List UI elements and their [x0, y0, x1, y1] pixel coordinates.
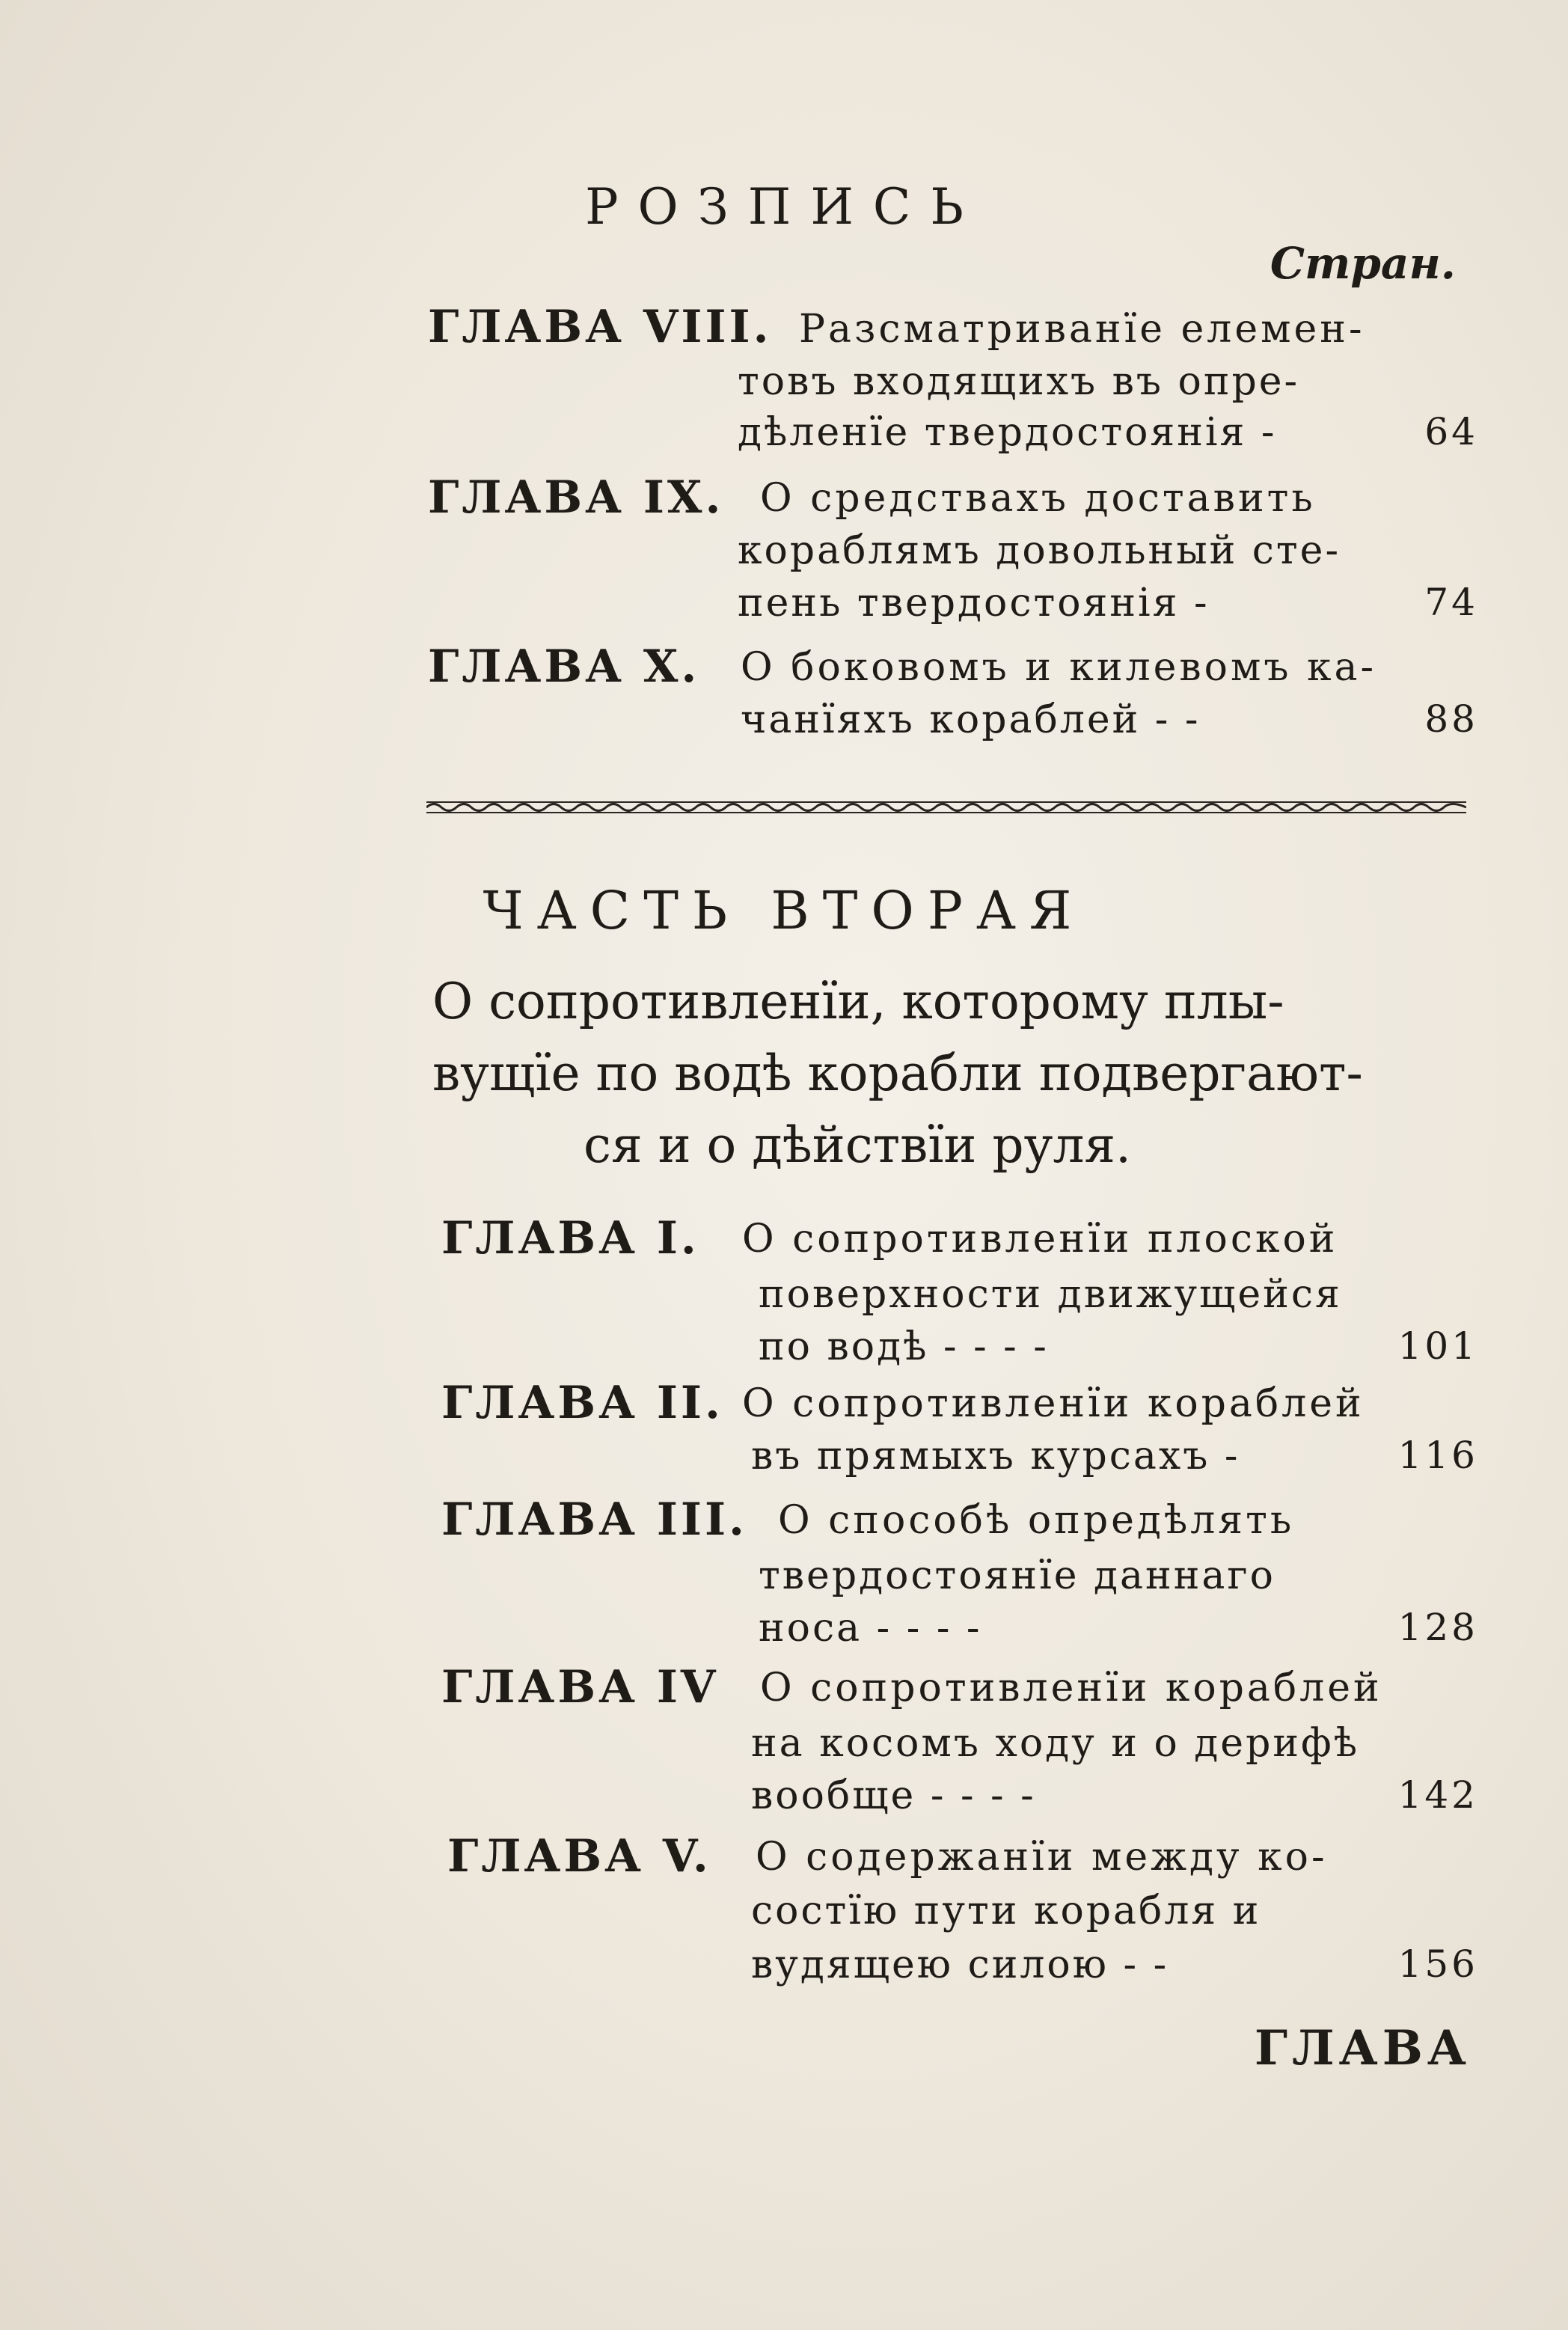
ornamental-rule — [426, 799, 1466, 816]
page-heading: РОЗПИСЬ — [585, 178, 983, 236]
chapter-title-line: О сопротивленїи кораблей — [742, 1381, 1365, 1426]
chapter-title-line: О сопротивленїи кораблей — [760, 1666, 1382, 1710]
chapter-title-line: чанїяхъ кораблей - - — [741, 697, 1201, 742]
chapter-title-line: поверхности движущейся — [759, 1272, 1342, 1317]
chapter-label: ГЛАВА V. — [447, 1830, 711, 1883]
page-number: 116 — [1397, 1434, 1478, 1477]
part-title: ЧАСТЬ ВТОРАЯ — [483, 880, 1085, 941]
chapter-title-line: дѣленїе твердостоянія - — [738, 410, 1277, 455]
chapter-title-line: Разсматриванїе елемен- — [799, 307, 1365, 352]
chapter-label: ГЛАВА IX. — [428, 471, 724, 524]
chapter-title-line: О боковомъ и килевомъ ка- — [741, 645, 1377, 690]
page-number: 64 — [1424, 410, 1478, 453]
chapter-title-line: товъ входящихъ въ опре- — [738, 359, 1300, 404]
chapter-label: ГЛАВА I. — [441, 1212, 699, 1265]
page-number: 128 — [1397, 1606, 1478, 1649]
chapter-title-line: кораблямъ довольный сте- — [738, 528, 1341, 573]
part-subtitle-line: ся и о дѣйствїи руля. — [584, 1116, 1132, 1174]
chapter-title-line: твердостоянїе даннаго — [759, 1553, 1275, 1598]
chapter-label: ГЛАВА VIII. — [428, 301, 772, 353]
chapter-label: ГЛАВА III. — [441, 1493, 747, 1546]
page-number: 142 — [1397, 1773, 1478, 1817]
chapter-label: ГЛАВА X. — [428, 640, 700, 693]
page-number: 88 — [1424, 697, 1478, 741]
catchword: ГЛАВА — [1254, 2020, 1471, 2076]
page-column-label: Стран. — [1270, 238, 1456, 289]
page-number: 156 — [1397, 1942, 1478, 1986]
chapter-title-line: О содержанїи между ко- — [756, 1835, 1328, 1880]
chapter-title-line: вудящею силою - - — [751, 1942, 1169, 1987]
chapter-title-line: на косомъ ходу и о дерифѣ — [751, 1721, 1360, 1766]
chapter-title-line: носа - - - - — [759, 1606, 982, 1651]
chapter-title-line: О средствахъ доставить — [760, 476, 1316, 521]
chapter-label: ГЛАВА IV — [441, 1661, 719, 1713]
page-number: 101 — [1397, 1324, 1478, 1368]
chapter-title-line: по водѣ - - - - — [759, 1324, 1049, 1369]
chapter-label: ГЛАВА II. — [441, 1377, 723, 1429]
page-number: 74 — [1424, 581, 1478, 624]
chapter-title-line: вообще - - - - — [751, 1773, 1036, 1818]
chapter-title-line: О сопротивленїи плоской — [742, 1217, 1338, 1262]
chapter-title-line: состїю пути корабля и — [751, 1889, 1261, 1933]
chapter-title-line: въ прямыхъ курсахъ - — [751, 1434, 1240, 1479]
chapter-title-line: О способѣ опредѣлять — [778, 1498, 1295, 1543]
chapter-title-line: пень твердостоянія - — [738, 581, 1210, 626]
part-subtitle-line: вущїе по водѣ корабли подвергают- — [432, 1045, 1363, 1102]
part-subtitle-line: О сопротивленїи, которому плы- — [432, 973, 1284, 1030]
